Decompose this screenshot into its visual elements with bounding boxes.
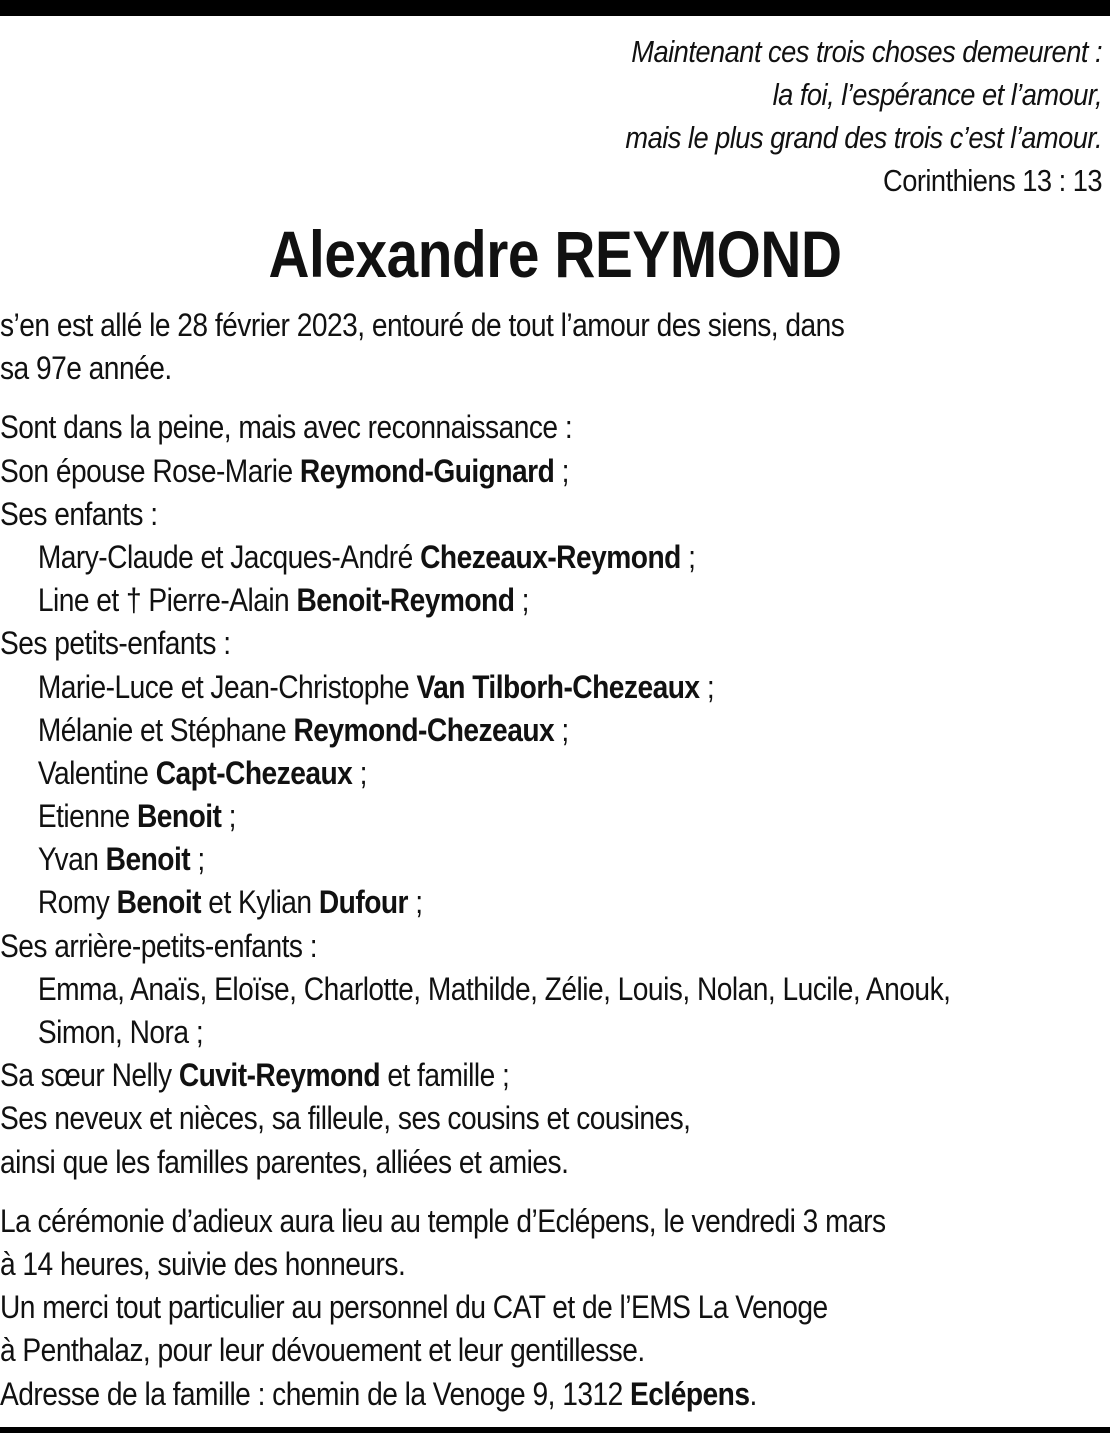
child-suffix: ; xyxy=(680,538,696,575)
ceremony-line-2: à 14 heures, suivie des honneurs. xyxy=(0,1245,406,1282)
grandchild-given: Yvan xyxy=(37,841,106,878)
ceremony-line-1: La cérémonie d’adieux aura lieu au temple d’Eclépens, le vendredi 3 mars xyxy=(0,1202,886,1239)
address-town: Eclépens xyxy=(630,1375,750,1412)
grandchild-given: Etienne xyxy=(37,798,137,835)
grandchild-given: Marie-Luce et Jean-Christophe xyxy=(37,668,417,705)
sister-line xyxy=(0,1054,1110,1097)
child-surname: Chezeaux-Reymond xyxy=(420,538,681,575)
grandchild-given: Valentine xyxy=(37,754,156,791)
spacer xyxy=(0,1184,1110,1200)
extended-family-line-1: Ses neveux et nièces, sa filleule, ses cousins et cousines, xyxy=(0,1100,691,1137)
sister-given: Sa sœur Nelly xyxy=(0,1057,179,1094)
child-line xyxy=(0,579,1110,622)
children-heading: Ses enfants : xyxy=(0,495,158,532)
spouse-line xyxy=(0,450,1110,493)
grandchild-surname: Benoit xyxy=(136,798,222,835)
quote-line-2: la foi, l’espérance et l’amour, xyxy=(772,77,1102,112)
quote-reference: Corinthiens 13 : 13 xyxy=(883,163,1102,198)
child-given: Mary-Claude et Jacques-André xyxy=(37,538,421,575)
spouse-surname: Reymond-Guignard xyxy=(299,452,555,489)
spouse-given: Son épouse Rose-Marie xyxy=(0,452,300,489)
grandchild-suffix: ; xyxy=(190,841,205,878)
grandchild-suffix: ; xyxy=(699,668,715,705)
child-line xyxy=(0,536,1110,579)
quote-line-1: Maintenant ces trois choses demeurent : xyxy=(631,34,1102,69)
epigraph-quote xyxy=(222,30,1102,202)
partner-given: et Kylian xyxy=(201,884,319,921)
spouse-suffix: ; xyxy=(554,452,569,489)
great-grandchildren-line-1: Emma, Anaïs, Eloïse, Charlotte, Mathilde, Zélie, Louis, Nolan, Lucile, Anouk, xyxy=(37,970,951,1007)
address-suffix: . xyxy=(749,1375,757,1412)
grandchild-suffix: ; xyxy=(221,798,236,835)
extended-family-line-2: ainsi que les familles parentes, alliées et amies. xyxy=(0,1143,569,1180)
grandchild-surname: Capt-Chezeaux xyxy=(155,754,353,791)
grandchild-surname: Van Tilborh-Chezeaux xyxy=(416,668,700,705)
grandchild-line xyxy=(0,838,1110,881)
grandchild-line xyxy=(0,666,1110,709)
quote-line-3: mais le plus grand des trois c’est l’amour. xyxy=(625,120,1102,155)
obituary-body xyxy=(0,304,1110,1416)
top-rule xyxy=(0,0,1110,16)
child-surname: Benoit-Reymond xyxy=(296,582,515,619)
thanks-line-2: à Penthalaz, pour leur dévouement et leur gentillesse. xyxy=(0,1332,645,1369)
grandchild-surname: Benoit xyxy=(105,841,191,878)
family-address-line xyxy=(0,1373,1110,1416)
grandchild-given: Romy xyxy=(37,884,117,921)
grandchild-surname: Benoit xyxy=(116,884,202,921)
mourners-heading: Sont dans la peine, mais avec reconnaissance : xyxy=(0,409,573,446)
intro-line-1: s’en est allé le 28 février 2023, entouré de tout l’amour des siens, dans xyxy=(0,307,845,343)
intro-line-2: sa 97e année. xyxy=(0,350,172,387)
great-grandchildren-heading: Ses arrière-petits-enfants : xyxy=(0,927,318,964)
child-given: Line et † Pierre-Alain xyxy=(37,582,297,619)
partner-surname: Dufour xyxy=(318,884,408,921)
grandchild-surname: Reymond-Chezeaux xyxy=(293,711,555,748)
grandchild-suffix: ; xyxy=(352,754,367,791)
address-text: Adresse de la famille : chemin de la Venoge 9, 1312 xyxy=(0,1375,631,1412)
deceased-name: Alexandre REYMOND xyxy=(268,217,842,291)
spacer xyxy=(0,390,1110,406)
grandchild-given: Mélanie et Stéphane xyxy=(37,711,294,748)
grandchild-pair-line xyxy=(0,881,1110,924)
bottom-rule xyxy=(0,1427,1110,1433)
thanks-line-1: Un merci tout particulier au personnel du CAT et de l’EMS La Venoge xyxy=(0,1289,828,1326)
grandchild-suffix: ; xyxy=(554,711,569,748)
grandchild-line xyxy=(0,709,1110,752)
grandchildren-heading: Ses petits-enfants : xyxy=(0,625,231,662)
great-grandchildren-line-2: Simon, Nora ; xyxy=(37,1014,204,1050)
grandchild-line xyxy=(0,752,1110,795)
grandchild-line xyxy=(0,795,1110,838)
child-suffix: ; xyxy=(514,582,529,619)
sister-suffix: et famille ; xyxy=(380,1057,510,1094)
sister-surname: Cuvit-Reymond xyxy=(178,1057,381,1094)
grandchild-suffix: ; xyxy=(407,884,423,921)
